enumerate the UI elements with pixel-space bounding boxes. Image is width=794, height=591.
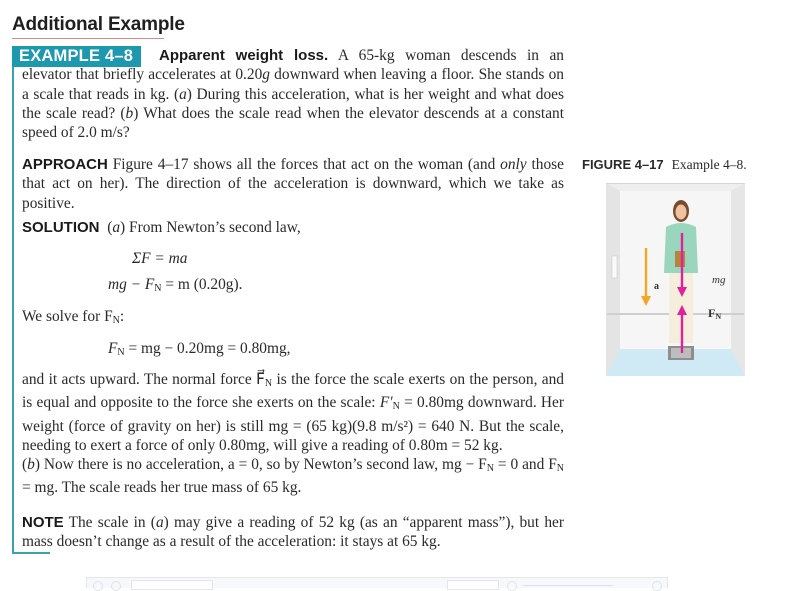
vector-fn-label: $F_N$ bbox=[708, 306, 722, 321]
figure-caption bbox=[582, 157, 747, 173]
zoom-slider[interactable] bbox=[523, 585, 613, 586]
equation-forces: mg − $F_N = m$ (0.20g). bbox=[108, 276, 243, 294]
viewer-toolbar bbox=[86, 577, 668, 588]
figure-caption-text: Example 4–8. bbox=[671, 157, 747, 172]
toolbar-button-icon[interactable] bbox=[111, 581, 121, 591]
toolbar-button-icon[interactable] bbox=[93, 581, 103, 591]
zoom-out-icon[interactable] bbox=[507, 581, 517, 591]
example-frame-corner bbox=[12, 552, 50, 554]
example-title: Apparent weight loss. bbox=[159, 47, 329, 64]
page-number-field[interactable] bbox=[131, 580, 213, 590]
solution-label: SOLUTION bbox=[22, 219, 100, 236]
solve-for-line: We solve for $F_N$: bbox=[22, 308, 125, 326]
figure-label: FIGURE 4–17 bbox=[582, 157, 664, 172]
example-badge: EXAMPLE 4–8 bbox=[12, 46, 141, 67]
approach-label: APPROACH bbox=[22, 156, 108, 173]
zoom-in-icon[interactable] bbox=[652, 581, 662, 591]
heading-underline bbox=[12, 38, 164, 39]
equation-newton: ΣF = ma bbox=[132, 250, 188, 267]
approach-paragraph: APPROACH Figure 4–17 shows all the forces that act on the woman (and only those that act on her). The direction of the acceleration is downward, which we take as positive. bbox=[22, 156, 564, 212]
solution-paragraph: and it acts upward. The normal force $F⃗_N$ is the force the scale exerts on the person, and is equal and opposite to the force she exerts on the scale: $F'_N = 0.80mg$ downward. Her weight (force of gravity on her) is still mg = (65 kg)(9.8 m/s²) = 640 N. But the scale, needing to exert a force of only 0.80mg, will give a reading of 0.80m = 52 kg. (b) Now there is no acceleration, a = 0, so by Newton’s second law, mg − $F_N = 0$ and $F_N$ = mg. The scale reads her true mass of 65 kg. bbox=[22, 371, 565, 497]
problem-statement: Apparent weight loss. A 65-kg woman descends in an elevator that briefly accelerates at 0.20g downward when leaving a floor. She stands on a scale that reads in kg. (a) During this acceleration, what is her weight and what does the scale read? (b) What does the scale read when the elevator descends at a constant speed of 2.0 m/s? bbox=[22, 47, 565, 142]
vector-mg-label: mg bbox=[712, 274, 726, 286]
section-heading: Additional Example bbox=[12, 14, 185, 35]
vector-a-label: a bbox=[654, 281, 659, 292]
note-paragraph: NOTE The scale in (a) may give a reading of 52 kg (as an “apparent mass”), but her mass doesn’t change as a result of the acceleration: it stays at 65 kg. bbox=[22, 514, 564, 551]
equation-normal-force: $F_N$ = mg − 0.20mg = 0.80mg, bbox=[108, 340, 291, 358]
solution-intro: SOLUTION (a) From Newton’s second law, bbox=[22, 219, 301, 236]
zoom-field[interactable] bbox=[447, 580, 499, 590]
note-label: NOTE bbox=[22, 514, 64, 531]
